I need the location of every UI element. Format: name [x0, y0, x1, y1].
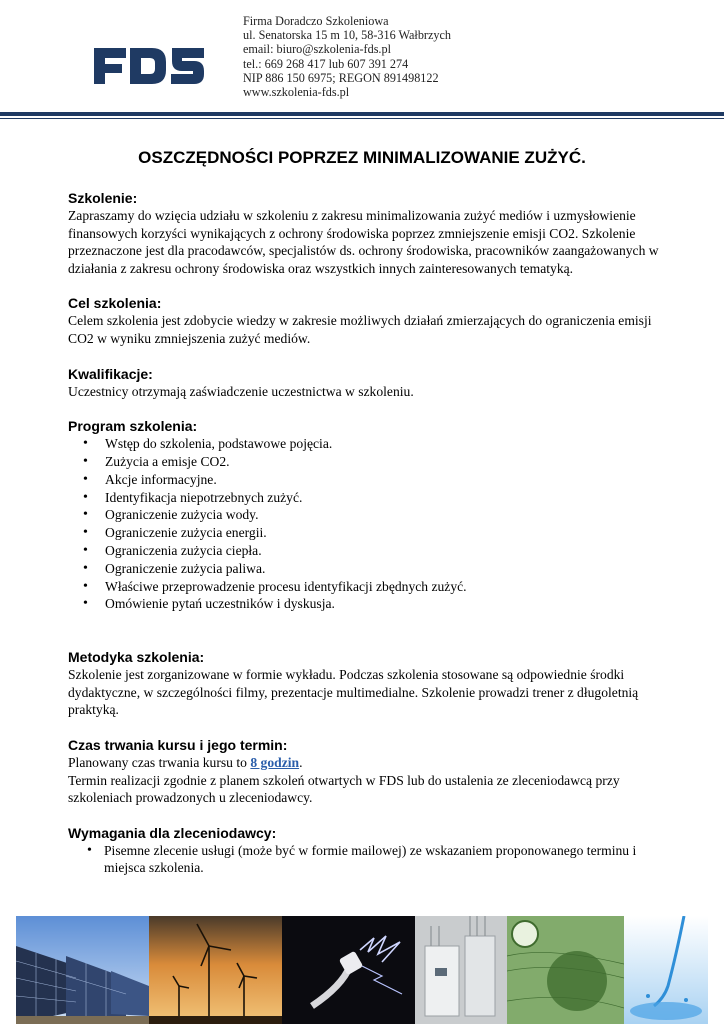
- duration-prefix: Planowany czas trwania kursu to: [68, 754, 251, 770]
- list-item: • Ograniczenie zużycia wody.: [68, 506, 672, 524]
- list-item: • Ograniczenie zużycia energii.: [68, 524, 672, 542]
- section-heading-cel: Cel szkolenia:: [68, 295, 162, 312]
- list-item: • Omówienie pytań uczestników i dyskusja.: [68, 595, 672, 613]
- company-nip-regon: NIP 886 150 6975; REGON 891498122: [243, 70, 439, 85]
- header-divider: [0, 112, 724, 116]
- section-heading-wymagania: Wymagania dla zleceniodawcy:: [68, 824, 277, 841]
- water-splash-image: [624, 916, 708, 1024]
- fds-logo-icon: [88, 40, 208, 92]
- program-list: [68, 435, 672, 613]
- list-item: • Wstęp do szkolenia, podstawowe pojęcia.: [68, 435, 672, 453]
- fds-logo: [88, 40, 208, 92]
- page-title: OSZCZĘDNOŚCI POPRZEZ MINIMALIZOWANIE ZUŻYĆ.: [138, 148, 586, 167]
- section-text-cel: Celem szkolenia jest zdobycie wiedzy w zakresie możliwych działań zmierzających do ograniczenia emisji CO2 w wyniku zmniejszenia zużyć mediów.: [68, 313, 652, 346]
- company-address: ul. Senatorska 15 m 10, 58-316 Wałbrzych: [243, 28, 451, 43]
- footer-image-strip: [16, 916, 708, 1024]
- duration-suffix: .: [299, 754, 303, 770]
- requirements-list: [68, 842, 672, 878]
- section-text-czas-termin: Termin realizacji zgodnie z planem szkoleń otwartych w FDS lub do ustalenia ze zleceniodawcą przy szkoleniach prowadzonych u zleceniodawcy.: [68, 772, 620, 806]
- duration-link[interactable]: 8 godzin: [250, 754, 300, 770]
- list-item: • Identyfikacja niepotrzebnych zużyć.: [68, 489, 672, 507]
- company-phone: tel.: 669 268 417 lub 607 391 274: [243, 56, 409, 71]
- section-heading-kwalifikacje: Kwalifikacje:: [68, 365, 153, 382]
- list-item: • Akcje informacyjne.: [68, 471, 672, 489]
- header-divider-thin: [0, 118, 724, 119]
- wind-turbines-image: [149, 916, 282, 1024]
- banknotes-image: [507, 916, 624, 1024]
- solar-panels-image: [16, 916, 149, 1024]
- power-plug-image: [282, 916, 415, 1024]
- section-text-czas-duration: [68, 754, 672, 772]
- list-item: • Zużycia a emisje CO2.: [68, 453, 672, 471]
- section-heading-program: Program szkolenia:: [68, 418, 198, 435]
- section-text-szkolenie: Zapraszamy do wzięcia udziału w szkoleniu z zakresu minimalizowania zużyć mediów i uzmysłowienie finansowych korzyści wynikających z ochrony środowiska poprzez zmniejszenie emisji CO2. Szkolenie przeznaczone jest dla pracodawców, specjalistów ds. ochrony środowiska, pracowników zaangażowanych w działania z zakresu ochrony środowiska oraz wszystkich innych zainteresowanych tematyką.: [68, 208, 659, 276]
- section-heading-metodyka: Metodyka szkolenia:: [68, 649, 205, 666]
- document-body: [68, 190, 672, 877]
- company-email[interactable]: email: biuro@szkolenia-fds.pl: [243, 42, 391, 57]
- list-item: • Właściwe przeprowadzenie procesu identyfikacji zbędnych zużyć.: [68, 578, 672, 596]
- list-item: • Ograniczenie zużycia paliwa.: [68, 560, 672, 578]
- company-name: Firma Doradczo Szkoleniowa: [243, 14, 389, 28]
- list-item: • Pisemne zlecenie usługi (może być w formie mailowej) ze wskazaniem proponowanego terminu i miejsca szkolenia.: [68, 842, 672, 878]
- section-text-metodyka: Szkolenie jest zorganizowane w formie wykładu. Podczas szkolenia stosowane są odpowiednie środki dydaktyczne, w szczególności filmy, prezentacje multimedialne. Szkolenie prowadzi trener z długoletnią praktyką.: [68, 667, 639, 718]
- contact-block: [243, 14, 451, 99]
- section-text-kwalifikacje: Uczestnicy otrzymają zaświadczenie uczestnictwa w szkoleniu.: [68, 383, 414, 399]
- radiator-image: [415, 916, 507, 1024]
- section-heading-czas: Czas trwania kursu i jego termin:: [68, 736, 288, 753]
- section-heading-szkolenie: Szkolenie:: [68, 190, 138, 206]
- list-item: • Ograniczenia zużycia ciepła.: [68, 542, 672, 560]
- company-website[interactable]: www.szkolenia-fds.pl: [243, 85, 350, 100]
